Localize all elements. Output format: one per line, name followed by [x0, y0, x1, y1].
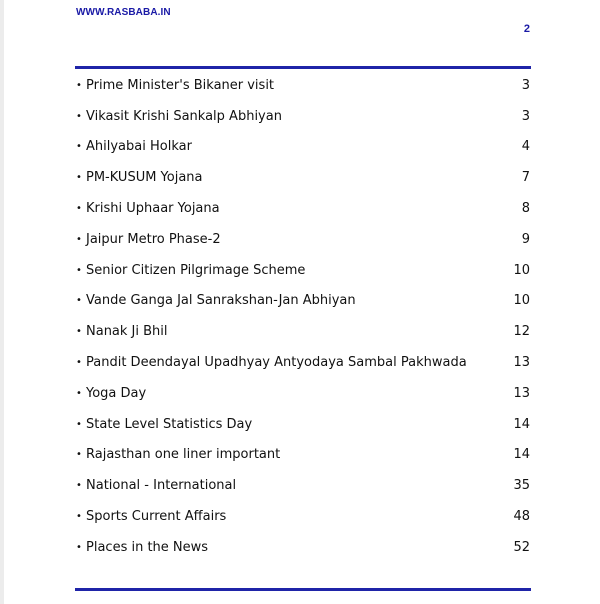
toc-item[interactable]: [76, 224, 531, 255]
toc-item[interactable]: [76, 255, 531, 286]
toc-item-page: 52: [513, 539, 530, 555]
toc-item[interactable]: [76, 193, 531, 224]
page-edge: [0, 0, 4, 604]
bottom-divider: [75, 588, 531, 591]
toc-item-title: Jaipur Metro Phase-2: [86, 231, 221, 247]
toc-item-title: Pandit Deendayal Upadhyay Antyodaya Sambal Pakhwada: [86, 355, 467, 371]
toc-item-title: National - International: [86, 478, 237, 494]
toc-item-title: State Level Statistics Day: [86, 416, 253, 432]
site-url[interactable]: WWW.RASBABA.IN: [76, 7, 171, 18]
toc-item-page: 3: [521, 108, 530, 124]
toc-item[interactable]: [76, 440, 531, 471]
top-divider: [75, 66, 531, 69]
toc-item-page: 7: [521, 170, 530, 186]
table-of-contents: [76, 70, 531, 563]
toc-item-page: 35: [513, 478, 530, 494]
toc-item-page: 8: [521, 201, 530, 217]
toc-item-title: Ahilyabai Holkar: [86, 139, 192, 155]
toc-item-title: Nanak Ji Bhil: [86, 324, 168, 340]
toc-item-page: 13: [513, 385, 530, 401]
toc-item[interactable]: [76, 162, 531, 193]
bullet-icon: •: [76, 326, 82, 338]
toc-item-page: 14: [513, 447, 530, 463]
toc-item[interactable]: [76, 316, 531, 347]
toc-item-title: Senior Citizen Pilgrimage Scheme: [86, 262, 306, 278]
toc-item[interactable]: [76, 101, 531, 132]
bullet-icon: •: [76, 449, 82, 461]
toc-item[interactable]: [76, 501, 531, 532]
toc-item-title: Krishi Uphaar Yojana: [86, 201, 220, 217]
bullet-icon: •: [76, 233, 82, 245]
toc-item[interactable]: [76, 409, 531, 440]
bullet-icon: •: [76, 110, 82, 122]
bullet-icon: •: [76, 387, 82, 399]
bullet-icon: •: [76, 203, 82, 215]
toc-item-page: 14: [513, 416, 530, 432]
toc-item-page: 12: [513, 324, 530, 340]
toc-item[interactable]: [76, 378, 531, 409]
toc-item-title: Vikasit Krishi Sankalp Abhiyan: [86, 108, 282, 124]
bullet-icon: •: [76, 264, 82, 276]
toc-item[interactable]: [76, 532, 531, 563]
bullet-icon: •: [76, 141, 82, 153]
toc-item-page: 4: [521, 139, 530, 155]
toc-item[interactable]: [76, 347, 531, 378]
toc-item[interactable]: [76, 70, 531, 101]
toc-item-title: Places in the News: [86, 539, 209, 555]
bullet-icon: •: [76, 511, 82, 523]
bullet-icon: •: [76, 480, 82, 492]
toc-item-title: Prime Minister's Bikaner visit: [86, 77, 275, 93]
bullet-icon: •: [76, 541, 82, 553]
toc-item[interactable]: [76, 132, 531, 163]
toc-item-title: PM-KUSUM Yojana: [86, 170, 203, 186]
toc-item-title: Rajasthan one liner important: [86, 447, 281, 463]
bullet-icon: •: [76, 79, 82, 91]
toc-item-page: 9: [521, 231, 530, 247]
bullet-icon: •: [76, 172, 82, 184]
toc-item-title: Sports Current Affairs: [86, 509, 227, 525]
bullet-icon: •: [76, 295, 82, 307]
toc-item[interactable]: [76, 470, 531, 501]
bullet-icon: •: [76, 418, 82, 430]
toc-item-page: 10: [513, 293, 530, 309]
toc-item-page: 10: [513, 262, 530, 278]
toc-item-title: Yoga Day: [86, 385, 147, 401]
toc-item-page: 48: [513, 509, 530, 525]
bullet-icon: •: [76, 357, 82, 369]
toc-item-title: Vande Ganga Jal Sanrakshan-Jan Abhiyan: [86, 293, 356, 309]
toc-item[interactable]: [76, 286, 531, 317]
toc-item-page: 13: [513, 355, 530, 371]
page-number: 2: [523, 23, 530, 35]
toc-item-page: 3: [521, 77, 530, 93]
